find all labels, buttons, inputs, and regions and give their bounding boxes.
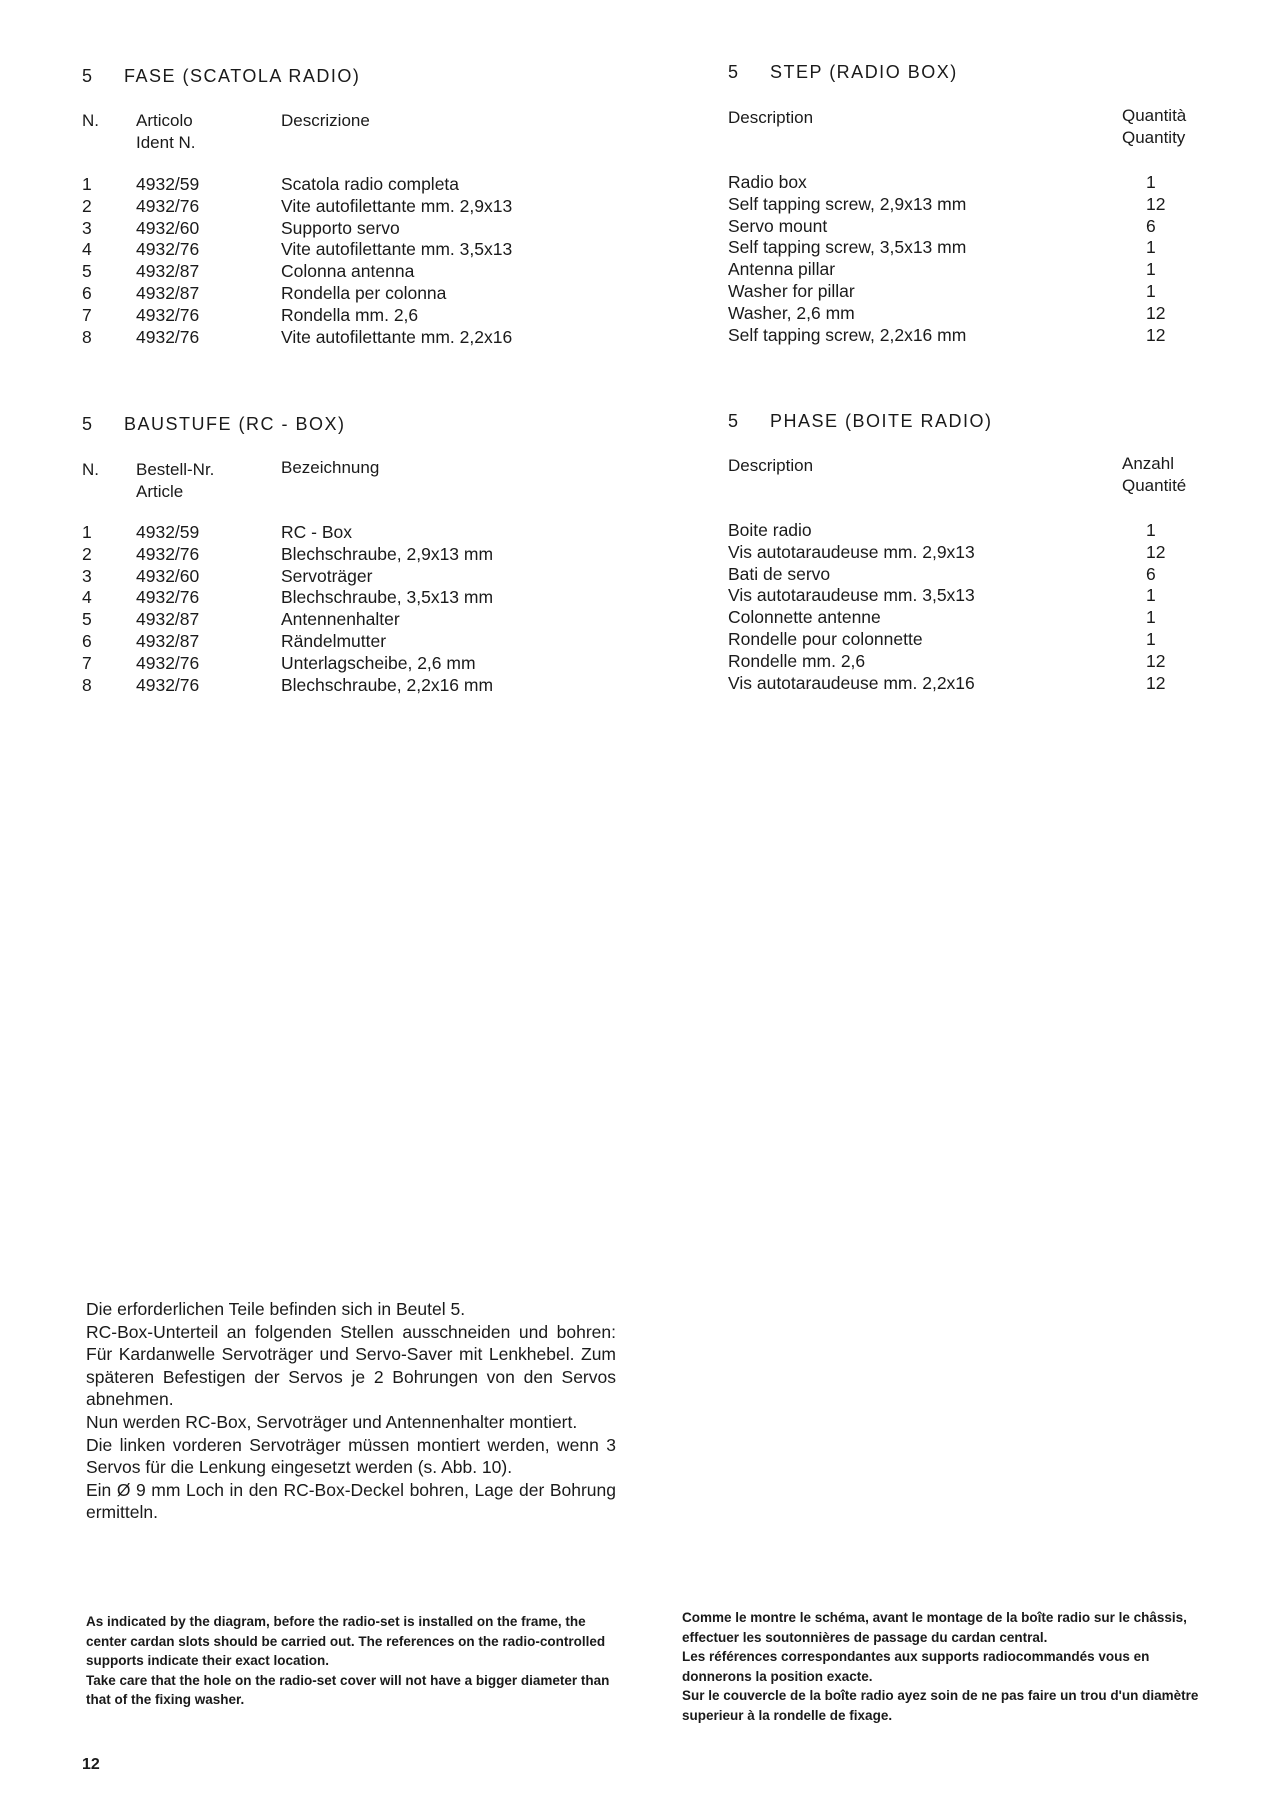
instruction-paragraph: Comme le montre le schéma, avant le montage de la boîte radio sur le châssis, effectuer les soutonnières de passage du cardan central. <box>682 1610 1187 1645</box>
section-title-text: BAUSTUFE (RC - BOX) <box>124 414 346 434</box>
article-number: 4932/87 <box>136 631 200 651</box>
part-quantity: 12 <box>1146 324 1166 345</box>
part-description: RC - Box <box>281 522 352 542</box>
article-number: 4932/76 <box>136 587 200 608</box>
part-description: Supporto servo <box>281 217 400 238</box>
part-description: Scatola radio completa <box>281 174 460 194</box>
part-description: Vis autotaraudeuse mm. 2,2x16 <box>728 672 975 693</box>
article-number: 4932/87 <box>136 261 200 282</box>
instruction-paragraph: Die erforderlichen Teile befinden sich in Beutel 5. <box>86 1299 466 1319</box>
instruction-paragraph: Take care that the hole on the radio-set cover will not have a bigger diameter than that of the fixing washer. <box>86 1672 610 1707</box>
article-number: 4932/76 <box>136 652 200 673</box>
part-description: Self tapping screw, 2,2x16 mm <box>728 324 967 345</box>
part-description: Antennenhalter <box>281 609 400 630</box>
col-header-description: Bezeichnung <box>281 458 380 477</box>
row-number: 1 <box>82 522 92 542</box>
part-description: Radio box <box>728 172 807 192</box>
row-number: 5 <box>82 609 92 630</box>
step-number: 5 <box>82 66 94 86</box>
part-description: Rändelmutter <box>281 631 387 651</box>
part-description: Servo mount <box>728 215 828 236</box>
part-quantity: 12 <box>1146 541 1166 562</box>
article-number: 4932/87 <box>136 609 200 630</box>
header-article: Article <box>136 482 184 501</box>
instruction-paragraph: Die linken vorderen Servoträger müssen montiert werden, wenn 3 Servos für die Lenkung eingesetzt werden (s. Abb. 10). <box>86 1434 616 1478</box>
part-description: Unterlagscheibe, 2,6 mm <box>281 652 476 673</box>
part-description: Antenna pillar <box>728 259 836 280</box>
row-number: 7 <box>82 304 92 325</box>
part-description: Colonnette antenne <box>728 607 881 628</box>
col-header-no: N. <box>82 460 99 479</box>
row-number: 3 <box>82 217 92 238</box>
col-header-description: Description <box>728 108 814 127</box>
instruction-paragraph: Nun werden RC-Box, Servoträger und Antennenhalter montiert. <box>86 1411 578 1432</box>
article-number: 4932/59 <box>136 174 200 194</box>
part-description: Rondella per colonna <box>281 283 447 303</box>
part-description: Self tapping screw, 3,5x13 mm <box>728 237 967 258</box>
header-ident: Ident N. <box>136 133 196 152</box>
article-number: 4932/76 <box>136 326 200 347</box>
step-number: 5 <box>728 411 740 431</box>
article-number: 4932/76 <box>136 674 200 695</box>
part-quantity: 1 <box>1146 607 1156 628</box>
row-number: 7 <box>82 652 92 673</box>
instruction-paragraph: As indicated by the diagram, before the radio-set is installed on the frame, the center cardan slots should be carried out. The references on the radio-controlled supports indicate their exact location. <box>86 1614 606 1668</box>
header-quantity-fr: Quantité <box>1122 476 1187 495</box>
header-quantity-en: Quantity <box>1122 128 1186 147</box>
article-number: 4932/60 <box>136 565 200 586</box>
english-section-title <box>728 62 958 83</box>
col-header-quantity <box>1122 105 1186 149</box>
part-description: Washer, 2,6 mm <box>728 302 855 323</box>
part-quantity: 1 <box>1146 585 1156 606</box>
header-order-number: Bestell-Nr. <box>136 460 215 479</box>
article-number: 4932/76 <box>136 239 200 260</box>
part-quantity: 12 <box>1146 193 1166 214</box>
part-description: Bati de servo <box>728 563 831 584</box>
part-description: Blechschraube, 2,9x13 mm <box>281 543 494 564</box>
header-quantity-it: Quantità <box>1122 106 1187 125</box>
part-quantity: 12 <box>1146 672 1166 693</box>
instruction-paragraph: Les références correspondantes aux supports radiocommandés vous en donnerons la position exacte. <box>682 1649 1150 1684</box>
row-number: 1 <box>82 174 92 194</box>
article-number: 4932/59 <box>136 522 200 542</box>
part-quantity: 1 <box>1146 237 1156 258</box>
instruction-paragraph: RC-Box-Unterteil an folgenden Stellen ausschneiden und bohren: Für Kardanwelle Servoträger und Servo-Saver mit Lenkhebel. Zum späteren Befestigen der Servos je 2 Bohrungen von den Servos abnehmen. <box>86 1321 616 1410</box>
part-description: Rondelle mm. 2,6 <box>728 650 866 671</box>
step-number: 5 <box>728 62 740 82</box>
row-number: 5 <box>82 261 92 282</box>
part-quantity: 12 <box>1146 650 1166 671</box>
section-title-text: PHASE (BOITE RADIO) <box>770 411 993 431</box>
row-number: 4 <box>82 239 92 260</box>
row-number: 6 <box>82 283 92 303</box>
article-number: 4932/87 <box>136 283 200 303</box>
section-title-text: FASE (SCATOLA RADIO) <box>124 66 361 86</box>
col-header-description: Descrizione <box>281 111 370 130</box>
german-section-title <box>82 414 346 435</box>
part-description: Blechschraube, 3,5x13 mm <box>281 587 494 608</box>
page-number: 12 <box>82 1756 100 1773</box>
part-quantity: 1 <box>1146 520 1156 540</box>
col-header-quantity <box>1122 453 1186 497</box>
instruction-paragraph: Sur le couvercle de la boîte radio ayez soin de ne pas faire un trou d'un diamètre superieur à la rondelle de fixage. <box>682 1688 1199 1723</box>
part-description: Rondelle pour colonnette <box>728 629 923 649</box>
header-quantity-de: Anzahl <box>1122 454 1174 473</box>
part-quantity: 12 <box>1146 302 1166 323</box>
part-description: Vis autotaraudeuse mm. 3,5x13 <box>728 585 975 606</box>
part-description: Vite autofilettante mm. 3,5x13 <box>281 239 513 260</box>
col-header-article <box>136 110 196 154</box>
part-description: Boite radio <box>728 520 812 540</box>
col-header-no: N. <box>82 111 99 130</box>
col-header-description: Description <box>728 456 814 475</box>
section-title-text: STEP (RADIO BOX) <box>770 62 958 82</box>
part-description: Blechschraube, 2,2x16 mm <box>281 674 494 695</box>
row-number: 8 <box>82 326 92 347</box>
part-description: Washer for pillar <box>728 281 855 301</box>
part-quantity: 1 <box>1146 259 1156 280</box>
part-quantity: 6 <box>1146 215 1156 236</box>
article-number: 4932/76 <box>136 543 200 564</box>
header-article: Articolo <box>136 111 193 130</box>
part-description: Vite autofilettante mm. 2,2x16 <box>281 326 513 347</box>
article-number: 4932/76 <box>136 304 200 325</box>
article-number: 4932/76 <box>136 195 200 216</box>
row-number: 3 <box>82 565 92 586</box>
italian-section-title <box>82 66 360 87</box>
part-quantity: 1 <box>1146 281 1156 301</box>
row-number: 8 <box>82 674 92 695</box>
part-quantity: 1 <box>1146 172 1156 192</box>
part-description: Servoträger <box>281 565 373 586</box>
row-number: 4 <box>82 587 92 608</box>
part-quantity: 1 <box>1146 629 1156 649</box>
german-instructions <box>86 1298 616 1524</box>
row-number: 2 <box>82 195 92 216</box>
part-description: Self tapping screw, 2,9x13 mm <box>728 193 967 214</box>
part-description: Vite autofilettante mm. 2,9x13 <box>281 195 513 216</box>
part-quantity: 6 <box>1146 563 1156 584</box>
french-instructions <box>682 1608 1218 1725</box>
row-number: 6 <box>82 631 92 651</box>
english-instructions <box>86 1612 620 1710</box>
part-description: Rondella mm. 2,6 <box>281 304 419 325</box>
step-number: 5 <box>82 414 94 434</box>
col-header-article <box>136 459 214 503</box>
part-description: Vis autotaraudeuse mm. 2,9x13 <box>728 541 975 562</box>
row-number: 2 <box>82 543 92 564</box>
french-section-title <box>728 411 993 432</box>
part-description: Colonna antenna <box>281 261 415 282</box>
instruction-paragraph: Ein Ø 9 mm Loch in den RC-Box-Deckel bohren, Lage der Bohrung ermitteln. <box>86 1479 616 1523</box>
article-number: 4932/60 <box>136 217 200 238</box>
